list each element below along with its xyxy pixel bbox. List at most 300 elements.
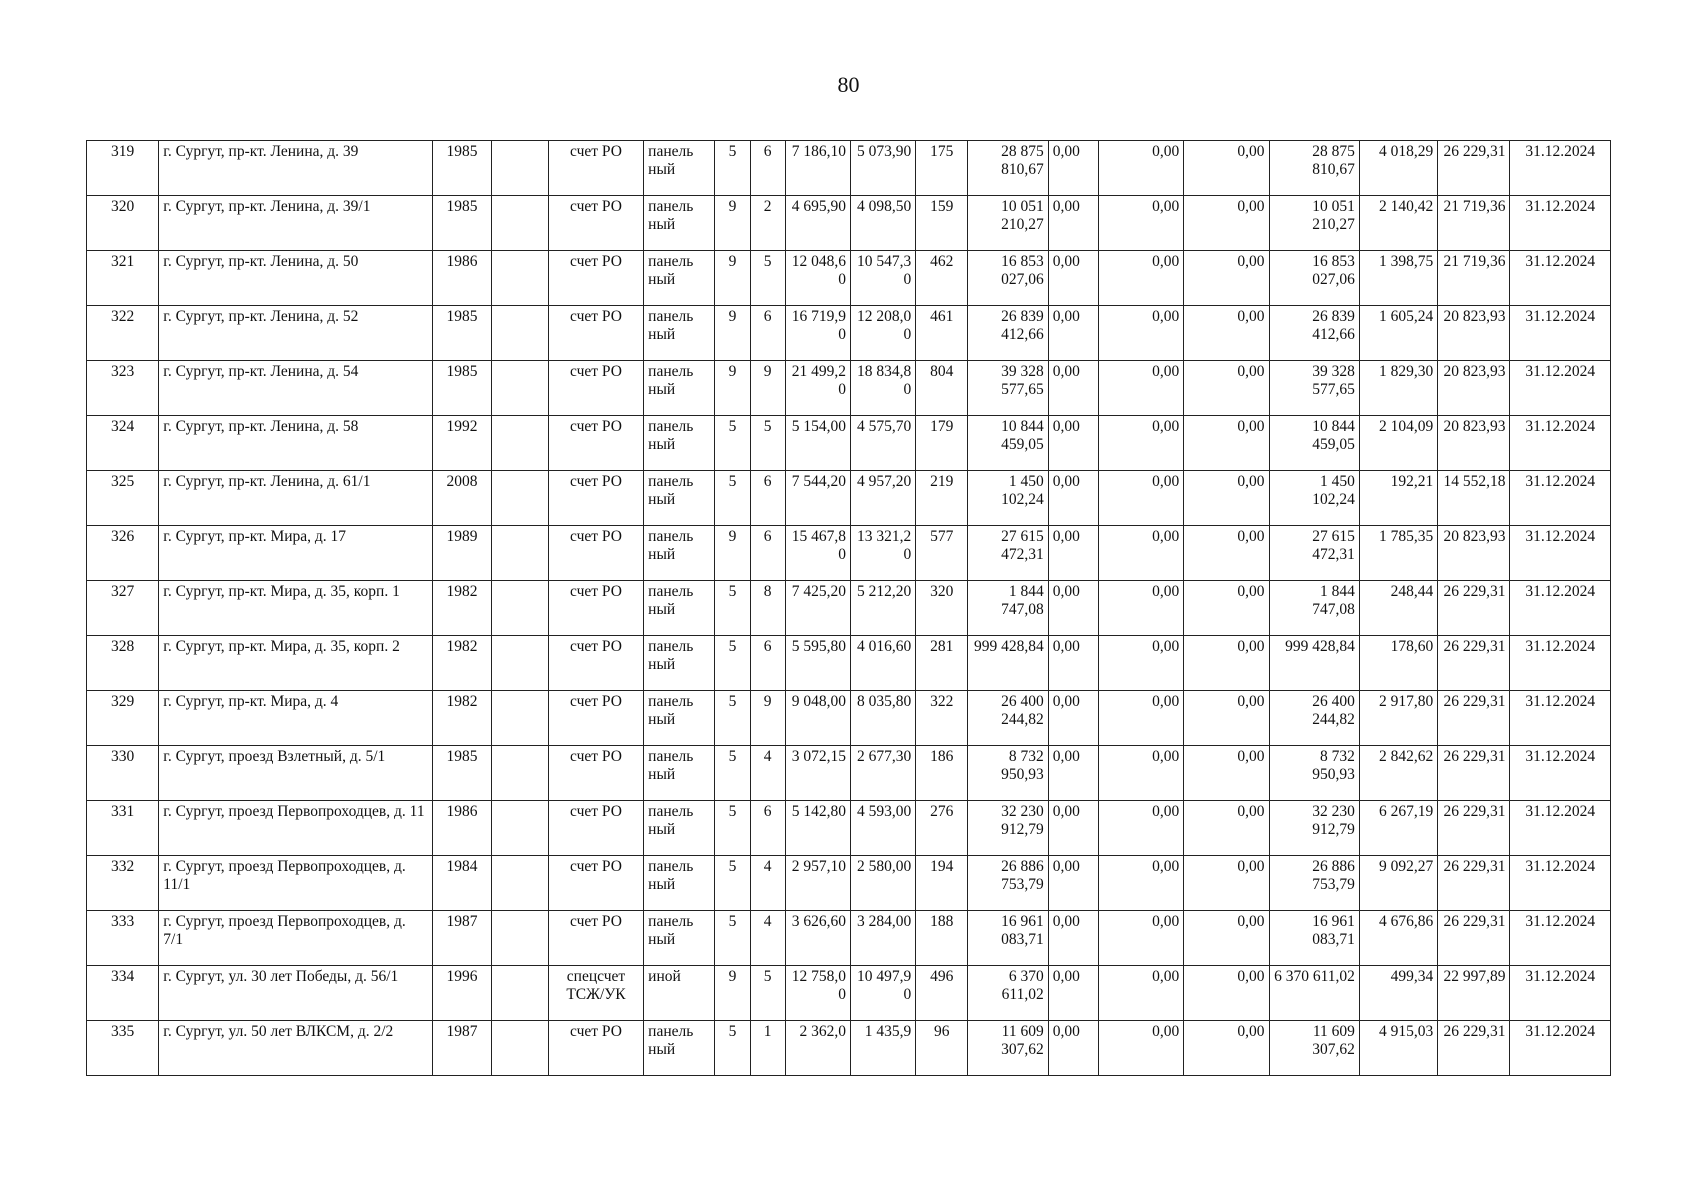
fund-b-cell: 0,00	[1098, 141, 1183, 196]
residents-cell: 281	[916, 636, 968, 691]
unit-cost-cell: 1 605,24	[1359, 306, 1437, 361]
address-cell: г. Сургут, пр-кт. Ленина, д. 39/1	[159, 196, 433, 251]
fund-account-cell: счет РО	[548, 856, 643, 911]
empty-cell-cell	[491, 581, 548, 636]
unit-cost-cell: 499,34	[1359, 966, 1437, 1021]
row-number-cell: 331	[87, 801, 159, 856]
fund-account-cell: счет РО	[548, 306, 643, 361]
row-number-cell: 320	[87, 196, 159, 251]
residents-cell: 175	[916, 141, 968, 196]
total-area-cell: 7 186,10	[785, 141, 850, 196]
residents-cell: 96	[916, 1021, 968, 1076]
total-cost-cell: 11 609 307,62	[968, 1021, 1048, 1076]
table-row	[87, 801, 1611, 856]
table-row	[87, 471, 1611, 526]
table-row	[87, 306, 1611, 361]
fund-b-cell: 0,00	[1098, 251, 1183, 306]
fund-c-cell: 0,00	[1184, 361, 1269, 416]
row-number-cell: 328	[87, 636, 159, 691]
wall-material-cell: панель ный	[644, 856, 715, 911]
fund-b-cell: 0,00	[1098, 471, 1183, 526]
total-area-cell: 21 499,20	[785, 361, 850, 416]
entrances-cell: 9	[750, 361, 785, 416]
floors-cell: 5	[715, 746, 750, 801]
fund-b-cell: 0,00	[1098, 746, 1183, 801]
floors-cell: 9	[715, 196, 750, 251]
floors-cell: 5	[715, 1021, 750, 1076]
completion-date-cell: 31.12.2024	[1510, 416, 1611, 471]
own-funds-cell: 6 370 611,02	[1269, 966, 1359, 1021]
completion-date-cell: 31.12.2024	[1510, 361, 1611, 416]
table-row	[87, 526, 1611, 581]
table-row	[87, 691, 1611, 746]
address-cell: г. Сургут, пр-кт. Ленина, д. 54	[159, 361, 433, 416]
own-funds-cell: 1 844 747,08	[1269, 581, 1359, 636]
completion-date-cell: 31.12.2024	[1510, 801, 1611, 856]
fund-c-cell: 0,00	[1184, 471, 1269, 526]
entrances-cell: 6	[750, 306, 785, 361]
table-row	[87, 1021, 1611, 1076]
total-area-cell: 3 626,60	[785, 911, 850, 966]
total-area-cell: 9 048,00	[785, 691, 850, 746]
residential-area-cell: 10 547,30	[850, 251, 915, 306]
table-row	[87, 141, 1611, 196]
fund-a-cell: 0,00	[1048, 416, 1098, 471]
wall-material-cell: панель ный	[644, 471, 715, 526]
completion-date-cell: 31.12.2024	[1510, 1021, 1611, 1076]
own-funds-cell: 39 328 577,65	[1269, 361, 1359, 416]
address-cell: г. Сургут, проезд Первопроходцев, д. 11	[159, 801, 433, 856]
residents-cell: 159	[916, 196, 968, 251]
fund-a-cell: 0,00	[1048, 306, 1098, 361]
table-row	[87, 911, 1611, 966]
fund-a-cell: 0,00	[1048, 526, 1098, 581]
total-area-cell: 5 154,00	[785, 416, 850, 471]
fund-a-cell: 0,00	[1048, 691, 1098, 746]
residential-area-cell: 10 497,90	[850, 966, 915, 1021]
row-number-cell: 325	[87, 471, 159, 526]
fund-account-cell: счет РО	[548, 581, 643, 636]
total-cost-cell: 1 844 747,08	[968, 581, 1048, 636]
build-year-cell: 1985	[433, 141, 491, 196]
fund-b-cell: 0,00	[1098, 691, 1183, 746]
limit-cost-cell: 26 229,31	[1438, 141, 1510, 196]
total-cost-cell: 28 875 810,67	[968, 141, 1048, 196]
unit-cost-cell: 4 676,86	[1359, 911, 1437, 966]
total-area-cell: 7 544,20	[785, 471, 850, 526]
address-cell: г. Сургут, проезд Первопроходцев, д. 11/1	[159, 856, 433, 911]
residential-area-cell: 12 208,00	[850, 306, 915, 361]
address-cell: г. Сургут, пр-кт. Ленина, д. 61/1	[159, 471, 433, 526]
total-area-cell: 7 425,20	[785, 581, 850, 636]
total-cost-cell: 26 886 753,79	[968, 856, 1048, 911]
residents-cell: 186	[916, 746, 968, 801]
table-row	[87, 416, 1611, 471]
address-cell: г. Сургут, ул. 50 лет ВЛКСМ, д. 2/2	[159, 1021, 433, 1076]
build-year-cell: 1986	[433, 251, 491, 306]
residents-cell: 320	[916, 581, 968, 636]
build-year-cell: 1982	[433, 581, 491, 636]
limit-cost-cell: 26 229,31	[1438, 911, 1510, 966]
floors-cell: 9	[715, 361, 750, 416]
unit-cost-cell: 6 267,19	[1359, 801, 1437, 856]
fund-b-cell: 0,00	[1098, 196, 1183, 251]
empty-cell-cell	[491, 1021, 548, 1076]
total-area-cell: 3 072,15	[785, 746, 850, 801]
unit-cost-cell: 248,44	[1359, 581, 1437, 636]
residents-cell: 276	[916, 801, 968, 856]
build-year-cell: 2008	[433, 471, 491, 526]
total-cost-cell: 27 615 472,31	[968, 526, 1048, 581]
entrances-cell: 5	[750, 251, 785, 306]
completion-date-cell: 31.12.2024	[1510, 581, 1611, 636]
completion-date-cell: 31.12.2024	[1510, 471, 1611, 526]
limit-cost-cell: 26 229,31	[1438, 691, 1510, 746]
limit-cost-cell: 26 229,31	[1438, 636, 1510, 691]
own-funds-cell: 26 400 244,82	[1269, 691, 1359, 746]
limit-cost-cell: 21 719,36	[1438, 251, 1510, 306]
floors-cell: 5	[715, 801, 750, 856]
table-row	[87, 966, 1611, 1021]
residential-area-cell: 13 321,20	[850, 526, 915, 581]
own-funds-cell: 16 961 083,71	[1269, 911, 1359, 966]
wall-material-cell: панель ный	[644, 911, 715, 966]
address-cell: г. Сургут, пр-кт. Мира, д. 35, корп. 2	[159, 636, 433, 691]
wall-material-cell: панель ный	[644, 526, 715, 581]
residents-cell: 804	[916, 361, 968, 416]
limit-cost-cell: 20 823,93	[1438, 526, 1510, 581]
address-cell: г. Сургут, пр-кт. Ленина, д. 50	[159, 251, 433, 306]
fund-a-cell: 0,00	[1048, 251, 1098, 306]
build-year-cell: 1996	[433, 966, 491, 1021]
address-cell: г. Сургут, пр-кт. Мира, д. 4	[159, 691, 433, 746]
fund-a-cell: 0,00	[1048, 966, 1098, 1021]
empty-cell-cell	[491, 966, 548, 1021]
empty-cell-cell	[491, 306, 548, 361]
entrances-cell: 6	[750, 801, 785, 856]
fund-c-cell: 0,00	[1184, 801, 1269, 856]
empty-cell-cell	[491, 911, 548, 966]
fund-account-cell: счет РО	[548, 196, 643, 251]
build-year-cell: 1987	[433, 1021, 491, 1076]
build-year-cell: 1985	[433, 196, 491, 251]
address-cell: г. Сургут, проезд Взлетный, д. 5/1	[159, 746, 433, 801]
fund-account-cell: спецсчет ТСЖ/УК	[548, 966, 643, 1021]
residential-area-cell: 4 593,00	[850, 801, 915, 856]
fund-c-cell: 0,00	[1184, 196, 1269, 251]
floors-cell: 5	[715, 581, 750, 636]
table-row	[87, 196, 1611, 251]
entrances-cell: 5	[750, 416, 785, 471]
wall-material-cell: панель ный	[644, 306, 715, 361]
entrances-cell: 4	[750, 746, 785, 801]
total-area-cell: 5 595,80	[785, 636, 850, 691]
residents-cell: 462	[916, 251, 968, 306]
entrances-cell: 6	[750, 471, 785, 526]
completion-date-cell: 31.12.2024	[1510, 141, 1611, 196]
fund-b-cell: 0,00	[1098, 636, 1183, 691]
unit-cost-cell: 192,21	[1359, 471, 1437, 526]
fund-b-cell: 0,00	[1098, 581, 1183, 636]
total-area-cell: 12 758,00	[785, 966, 850, 1021]
total-cost-cell: 16 853 027,06	[968, 251, 1048, 306]
floors-cell: 9	[715, 966, 750, 1021]
build-year-cell: 1992	[433, 416, 491, 471]
residential-area-cell: 2 580,00	[850, 856, 915, 911]
residential-area-cell: 8 035,80	[850, 691, 915, 746]
fund-a-cell: 0,00	[1048, 636, 1098, 691]
row-number-cell: 322	[87, 306, 159, 361]
address-cell: г. Сургут, ул. 30 лет Победы, д. 56/1	[159, 966, 433, 1021]
total-area-cell: 4 695,90	[785, 196, 850, 251]
own-funds-cell: 26 839 412,66	[1269, 306, 1359, 361]
total-cost-cell: 39 328 577,65	[968, 361, 1048, 416]
entrances-cell: 4	[750, 911, 785, 966]
fund-c-cell: 0,00	[1184, 636, 1269, 691]
unit-cost-cell: 1 785,35	[1359, 526, 1437, 581]
build-year-cell: 1986	[433, 801, 491, 856]
wall-material-cell: панель ный	[644, 1021, 715, 1076]
fund-b-cell: 0,00	[1098, 856, 1183, 911]
total-cost-cell: 32 230 912,79	[968, 801, 1048, 856]
table-row	[87, 361, 1611, 416]
limit-cost-cell: 20 823,93	[1438, 416, 1510, 471]
floors-cell: 9	[715, 526, 750, 581]
residents-cell: 322	[916, 691, 968, 746]
page-number: 80	[837, 72, 860, 97]
limit-cost-cell: 20 823,93	[1438, 306, 1510, 361]
fund-a-cell: 0,00	[1048, 911, 1098, 966]
fund-account-cell: счет РО	[548, 801, 643, 856]
limit-cost-cell: 20 823,93	[1438, 361, 1510, 416]
limit-cost-cell: 26 229,31	[1438, 746, 1510, 801]
build-year-cell: 1985	[433, 306, 491, 361]
residential-area-cell: 5 073,90	[850, 141, 915, 196]
residential-area-cell: 4 098,50	[850, 196, 915, 251]
own-funds-cell: 999 428,84	[1269, 636, 1359, 691]
completion-date-cell: 31.12.2024	[1510, 856, 1611, 911]
total-cost-cell: 6 370 611,02	[968, 966, 1048, 1021]
address-cell: г. Сургут, проезд Первопроходцев, д. 7/1	[159, 911, 433, 966]
fund-account-cell: счет РО	[548, 361, 643, 416]
fund-c-cell: 0,00	[1184, 966, 1269, 1021]
floors-cell: 9	[715, 306, 750, 361]
row-number-cell: 332	[87, 856, 159, 911]
own-funds-cell: 10 844 459,05	[1269, 416, 1359, 471]
fund-b-cell: 0,00	[1098, 801, 1183, 856]
row-number-cell: 333	[87, 911, 159, 966]
table-body	[87, 141, 1611, 1076]
unit-cost-cell: 4 915,03	[1359, 1021, 1437, 1076]
row-number-cell: 319	[87, 141, 159, 196]
fund-a-cell: 0,00	[1048, 141, 1098, 196]
completion-date-cell: 31.12.2024	[1510, 746, 1611, 801]
residential-area-cell: 18 834,80	[850, 361, 915, 416]
fund-account-cell: счет РО	[548, 141, 643, 196]
fund-b-cell: 0,00	[1098, 966, 1183, 1021]
total-cost-cell: 1 450 102,24	[968, 471, 1048, 526]
residents-cell: 188	[916, 911, 968, 966]
floors-cell: 5	[715, 471, 750, 526]
unit-cost-cell: 178,60	[1359, 636, 1437, 691]
floors-cell: 9	[715, 251, 750, 306]
fund-b-cell: 0,00	[1098, 416, 1183, 471]
fund-b-cell: 0,00	[1098, 911, 1183, 966]
table-row	[87, 581, 1611, 636]
fund-b-cell: 0,00	[1098, 1021, 1183, 1076]
limit-cost-cell: 26 229,31	[1438, 1021, 1510, 1076]
unit-cost-cell: 2 917,80	[1359, 691, 1437, 746]
fund-c-cell: 0,00	[1184, 691, 1269, 746]
wall-material-cell: панель ный	[644, 196, 715, 251]
entrances-cell: 5	[750, 966, 785, 1021]
build-year-cell: 1985	[433, 746, 491, 801]
address-cell: г. Сургут, пр-кт. Ленина, д. 39	[159, 141, 433, 196]
row-number-cell: 335	[87, 1021, 159, 1076]
completion-date-cell: 31.12.2024	[1510, 251, 1611, 306]
entrances-cell: 6	[750, 636, 785, 691]
residential-area-cell: 2 677,30	[850, 746, 915, 801]
completion-date-cell: 31.12.2024	[1510, 526, 1611, 581]
fund-account-cell: счет РО	[548, 471, 643, 526]
residential-area-cell: 4 575,70	[850, 416, 915, 471]
address-cell: г. Сургут, пр-кт. Ленина, д. 58	[159, 416, 433, 471]
table-row	[87, 746, 1611, 801]
fund-c-cell: 0,00	[1184, 911, 1269, 966]
wall-material-cell: панель ный	[644, 141, 715, 196]
address-cell: г. Сургут, пр-кт. Ленина, д. 52	[159, 306, 433, 361]
total-cost-cell: 26 400 244,82	[968, 691, 1048, 746]
empty-cell-cell	[491, 746, 548, 801]
fund-a-cell: 0,00	[1048, 196, 1098, 251]
completion-date-cell: 31.12.2024	[1510, 691, 1611, 746]
fund-a-cell: 0,00	[1048, 746, 1098, 801]
fund-a-cell: 0,00	[1048, 361, 1098, 416]
residents-cell: 219	[916, 471, 968, 526]
row-number-cell: 330	[87, 746, 159, 801]
completion-date-cell: 31.12.2024	[1510, 636, 1611, 691]
fund-c-cell: 0,00	[1184, 856, 1269, 911]
build-year-cell: 1989	[433, 526, 491, 581]
build-year-cell: 1985	[433, 361, 491, 416]
fund-account-cell: счет РО	[548, 251, 643, 306]
row-number-cell: 326	[87, 526, 159, 581]
total-area-cell: 5 142,80	[785, 801, 850, 856]
total-area-cell: 16 719,90	[785, 306, 850, 361]
own-funds-cell: 8 732 950,93	[1269, 746, 1359, 801]
wall-material-cell: иной	[644, 966, 715, 1021]
own-funds-cell: 32 230 912,79	[1269, 801, 1359, 856]
floors-cell: 5	[715, 911, 750, 966]
residents-cell: 194	[916, 856, 968, 911]
completion-date-cell: 31.12.2024	[1510, 911, 1611, 966]
floors-cell: 5	[715, 691, 750, 746]
address-cell: г. Сургут, пр-кт. Мира, д. 17	[159, 526, 433, 581]
total-area-cell: 12 048,60	[785, 251, 850, 306]
unit-cost-cell: 2 104,09	[1359, 416, 1437, 471]
empty-cell-cell	[491, 141, 548, 196]
limit-cost-cell: 26 229,31	[1438, 856, 1510, 911]
unit-cost-cell: 1 829,30	[1359, 361, 1437, 416]
empty-cell-cell	[491, 416, 548, 471]
fund-c-cell: 0,00	[1184, 526, 1269, 581]
fund-account-cell: счет РО	[548, 1021, 643, 1076]
floors-cell: 5	[715, 636, 750, 691]
unit-cost-cell: 2 140,42	[1359, 196, 1437, 251]
empty-cell-cell	[491, 801, 548, 856]
residential-area-cell: 1 435,9	[850, 1021, 915, 1076]
row-number-cell: 329	[87, 691, 159, 746]
limit-cost-cell: 14 552,18	[1438, 471, 1510, 526]
entrances-cell: 8	[750, 581, 785, 636]
housing-registry-table	[86, 140, 1611, 1076]
residents-cell: 496	[916, 966, 968, 1021]
fund-b-cell: 0,00	[1098, 526, 1183, 581]
total-cost-cell: 10 844 459,05	[968, 416, 1048, 471]
own-funds-cell: 26 886 753,79	[1269, 856, 1359, 911]
row-number-cell: 327	[87, 581, 159, 636]
own-funds-cell: 16 853 027,06	[1269, 251, 1359, 306]
limit-cost-cell: 26 229,31	[1438, 581, 1510, 636]
empty-cell-cell	[491, 471, 548, 526]
floors-cell: 5	[715, 141, 750, 196]
unit-cost-cell: 1 398,75	[1359, 251, 1437, 306]
wall-material-cell: панель ный	[644, 581, 715, 636]
completion-date-cell: 31.12.2024	[1510, 306, 1611, 361]
unit-cost-cell: 4 018,29	[1359, 141, 1437, 196]
total-cost-cell: 8 732 950,93	[968, 746, 1048, 801]
fund-b-cell: 0,00	[1098, 306, 1183, 361]
fund-account-cell: счет РО	[548, 526, 643, 581]
residents-cell: 179	[916, 416, 968, 471]
limit-cost-cell: 26 229,31	[1438, 801, 1510, 856]
entrances-cell: 6	[750, 526, 785, 581]
row-number-cell: 323	[87, 361, 159, 416]
total-cost-cell: 999 428,84	[968, 636, 1048, 691]
total-area-cell: 2 362,0	[785, 1021, 850, 1076]
row-number-cell: 334	[87, 966, 159, 1021]
fund-a-cell: 0,00	[1048, 581, 1098, 636]
address-cell: г. Сургут, пр-кт. Мира, д. 35, корп. 1	[159, 581, 433, 636]
empty-cell-cell	[491, 691, 548, 746]
fund-a-cell: 0,00	[1048, 471, 1098, 526]
table-row	[87, 636, 1611, 691]
fund-c-cell: 0,00	[1184, 1021, 1269, 1076]
residential-area-cell: 4 957,20	[850, 471, 915, 526]
wall-material-cell: панель ный	[644, 691, 715, 746]
empty-cell-cell	[491, 196, 548, 251]
wall-material-cell: панель ный	[644, 251, 715, 306]
wall-material-cell: панель ный	[644, 801, 715, 856]
limit-cost-cell: 21 719,36	[1438, 196, 1510, 251]
table-row	[87, 251, 1611, 306]
unit-cost-cell: 2 842,62	[1359, 746, 1437, 801]
total-area-cell: 2 957,10	[785, 856, 850, 911]
wall-material-cell: панель ный	[644, 746, 715, 801]
fund-account-cell: счет РО	[548, 416, 643, 471]
wall-material-cell: панель ный	[644, 416, 715, 471]
limit-cost-cell: 22 997,89	[1438, 966, 1510, 1021]
empty-cell-cell	[491, 526, 548, 581]
residents-cell: 577	[916, 526, 968, 581]
total-cost-cell: 10 051 210,27	[968, 196, 1048, 251]
residential-area-cell: 4 016,60	[850, 636, 915, 691]
entrances-cell: 6	[750, 141, 785, 196]
floors-cell: 5	[715, 856, 750, 911]
wall-material-cell: панель ный	[644, 636, 715, 691]
build-year-cell: 1987	[433, 911, 491, 966]
entrances-cell: 4	[750, 856, 785, 911]
